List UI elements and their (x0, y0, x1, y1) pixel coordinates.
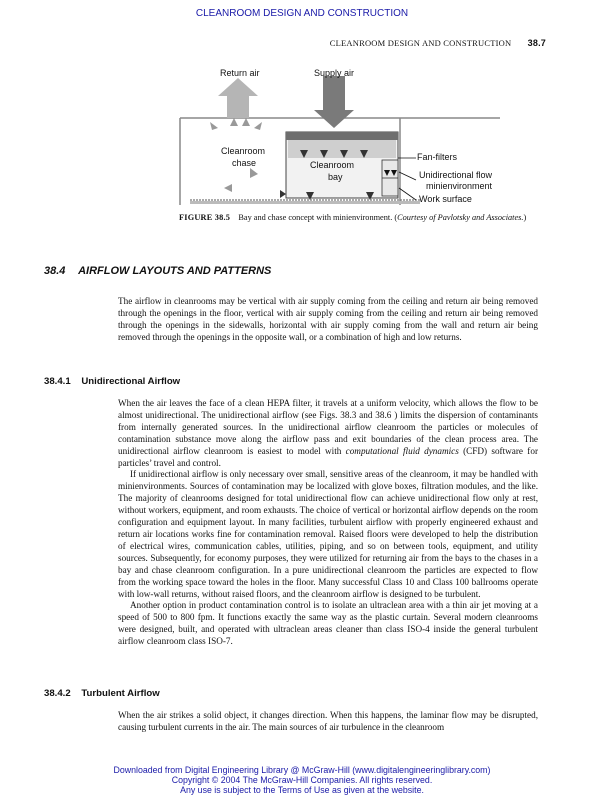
label-work-surface: Work surface (419, 194, 472, 204)
footer-line-2: Copyright © 2004 The McGraw-Hill Companies. All rights reserved. (171, 775, 433, 785)
raised-floor (190, 201, 420, 204)
footer (0, 765, 604, 795)
running-head (330, 38, 546, 48)
page-number: 38.7 (527, 38, 546, 48)
subsection-number: 38.4.1 (44, 376, 71, 387)
caption-label: FIGURE 38.5 (179, 213, 231, 222)
footer-line-1[interactable]: Downloaded from Digital Engineering Library @ McGraw-Hill (www.digitalengineeringlibrary.com) (113, 765, 491, 775)
p1-part-b: (CFD) software for particles’ travel and control. (118, 445, 539, 468)
caption-end: ) (523, 213, 527, 222)
label-bay-line1: Cleanroom (310, 160, 355, 170)
unidirectional-paragraph-2: If unidirectional airflow is only necessary over small, sensitive areas of the cleanroom, it may be handled with minienvironments. Sources of contamination may be localized with glove boxes, filtration modules, and the like. The majority of cleanrooms designed for total unidirectional flow can achieve unidirectional flow only at rest, without workers, equipment, and room exhausts. The choice of vertical or horizontal airflow depends on the room configuration and equipment layout. In many facilities, turbulent airflow with properly engineered exhaust and return air locations works fine for contamination removal. Raised floors were developed to help the distribution of electrical wires, communication cables, utilities, piping, and so on between tools, equipment, and utility sources. Subsequently, for economy purposes, they were utilized for returning air from the bays to the chases in a bay and chase cleanroom configuration. In a pure unidirectional cleanroom the particles are expected to flow from the working space toward the holes in the floor. Many successful Class 10 and Class 100 ballrooms operate with low-wall returns, without raised floors, and the cleanroom airflow is designed to be turbulent. (118, 469, 538, 599)
leader-work-surface (399, 188, 416, 200)
subsection-title: Unidirectional Airflow (81, 376, 181, 387)
supply-air-arrow (314, 76, 354, 128)
p1-part-a: When the air leaves the face of a clean HEPA filter, it travels at a uniform velocity, which allows the flow to be almost unidirectional. The unidirectional airflow (see Figs. 38.3 and 38.6 ) limits the dispersion of contaminants from internally generated sources. In the unidirectional airflow cleanroom the particles or molecules of contamination substance move along the airflow pass and exit boundaries of the clean process area. The unidirectional airflow cleanroom is easiest to model with (118, 398, 538, 456)
leader-unidirectional (399, 172, 416, 180)
section-heading (44, 265, 271, 277)
unidirectional-paragraph-3: Another option in product contamination control is to isolate an ultraclean area with a thin air jet moving at a speed of 500 to 800 fpm. It functions exactly the same way as the plastic curtain. Several modern cleanrooms were designed, built, and operated with ultraclean areas cleaner than class ISO-4 inside the general turbulent airflow cleanroom class ISO-7. (118, 600, 538, 647)
subsection-heading-unidirectional (44, 376, 180, 387)
subsection-heading-turbulent (44, 688, 160, 699)
subsection-title-2: Turbulent Airflow (81, 688, 160, 699)
label-chase-line1: Cleanroom (221, 146, 266, 156)
turbulent-paragraph-1: When the air strikes a solid object, it changes direction. When this happens, the laminar flow may be disrupted, causing turbulent currents in the air. The main sources of air turbulence in the cleanroom (118, 710, 538, 732)
unidirectional-body (118, 398, 538, 648)
intro-text: The airflow in cleanrooms may be vertical with air supply coming from the ceiling and return air being removed through the openings in the floor, vertical with air supply coming from the ceiling and return air being removed through the openings in the sidewalls, horizontal with air supply coming from the wall and return air being removed through the openings in the opposite wall, or a combination of high and low returns. (118, 296, 538, 342)
label-chase-line2: chase (232, 158, 257, 168)
label-bay-line2: bay (328, 172, 343, 182)
intro-paragraph (118, 296, 538, 344)
figure-38-5 (170, 62, 510, 212)
minienvironment (382, 160, 398, 196)
figure-caption (179, 212, 539, 223)
label-unidirectional-line1: Unidirectional flow (419, 170, 493, 180)
label-return-air: Return air (220, 68, 260, 78)
turbulent-body (118, 710, 538, 734)
top-banner: CLEANROOM DESIGN AND CONSTRUCTION (195, 8, 409, 19)
p1-italic: computational fluid dynamics (345, 445, 459, 456)
label-supply-air: Supply air (314, 68, 355, 78)
section-title: AIRFLOW LAYOUTS AND PATTERNS (78, 265, 272, 277)
return-air-arrow (218, 78, 258, 118)
running-head-title: CLEANROOM DESIGN AND CONSTRUCTION (329, 38, 512, 48)
footer-line-3: Any use is subject to the Terms of Use as given at the website. (180, 785, 424, 795)
unidirectional-paragraph-1 (118, 398, 538, 469)
subsection-number-2: 38.4.2 (44, 688, 71, 699)
section-number: 38.4 (44, 265, 66, 277)
caption-courtesy: Courtesy of Pavlotsky and Associates. (397, 213, 524, 222)
caption-text: Bay and chase concept with minienvironment. ( (238, 213, 398, 222)
label-unidirectional-line2: minienvironment (426, 181, 493, 191)
label-fan-filters: Fan-filters (417, 152, 458, 162)
